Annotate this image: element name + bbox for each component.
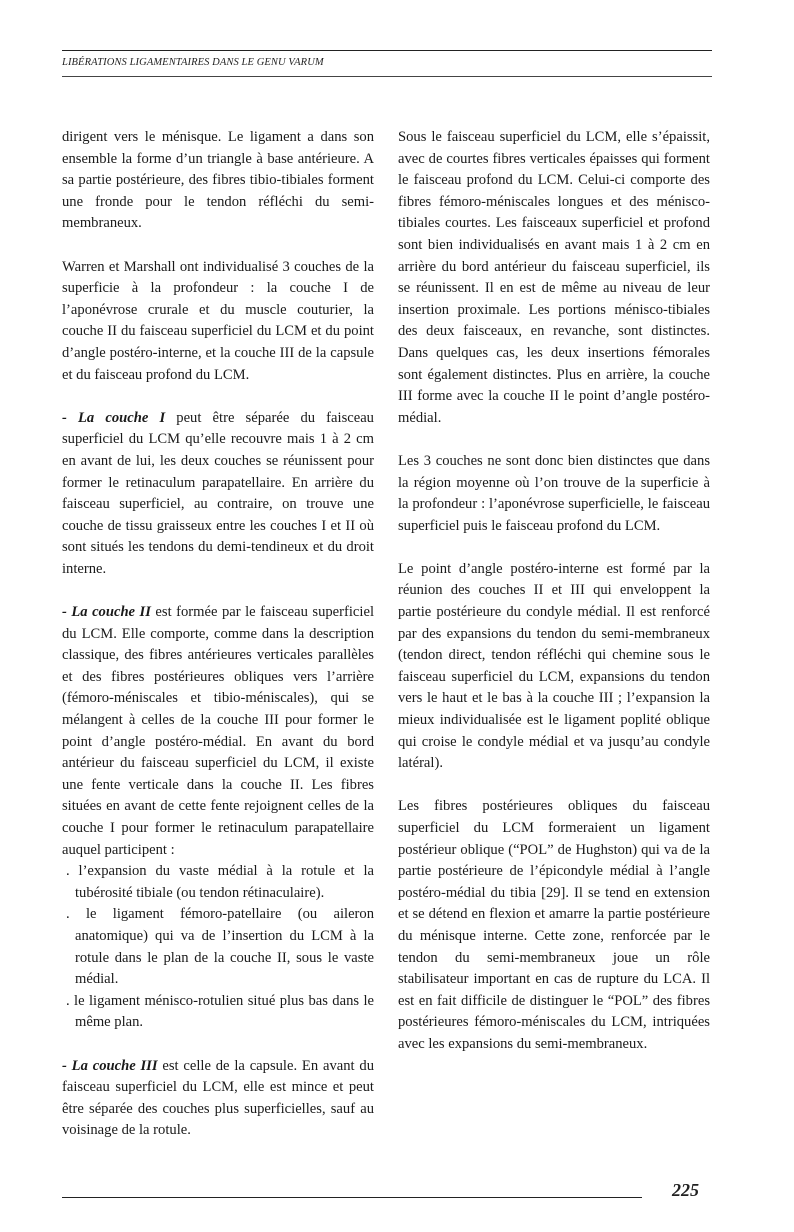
page-number: 225 (672, 1180, 699, 1200)
paragraph-couche-2 (62, 602, 374, 861)
retinaculum-list (62, 861, 374, 1034)
paragraph: Les 3 couches ne sont donc bien distinctes que dans la région moyenne où l’on trouve de la superficie à la profondeur : l’aponévrose superficielle, le faisceau superficiel puis le faisceau profond du LCM. (398, 452, 710, 534)
paragraph-lead: - La couche I (62, 409, 166, 426)
running-header-title: LIBÉRATIONS LIGAMENTAIRES DANS LE GENU VARUM (62, 57, 324, 68)
paragraph: Le point d’angle postéro-interne est formé par la réunion des couches II et III qui enveloppent la partie postérieure du condyle médial. Il est renforcé par des expansions du tendon du semi-membraneux (tendon direct, tendon réfléchi qui chemine sous le faisceau superficiel du LCM, expansions du tendon vers le haut et le bas à la couche III ; l’expansion la mieux individualisée est le ligament poplité oblique qui croise le condyle médial et va jusqu’au condyle latéral). (398, 560, 710, 772)
paragraph-text: est celle de la capsule. En avant du faisceau superficiel du LCM, elle est mince et peut être séparée des couches plus superficielles, sauf au voisinage de la rotule. (62, 1057, 374, 1139)
paragraph: Warren et Marshall ont individualisé 3 couches de la superficie à la profondeur : la couche I de l’aponévrose crurale et du muscle couturier, la couche II du faisceau superficiel du LCM et du point d’angle postéro-interne, et la couche III de la capsule et du faisceau profond du LCM. (62, 258, 374, 383)
list-item: . le ligament ménisco-rotulien situé plus bas dans le même plan. (66, 992, 374, 1031)
paragraph-text: peut être séparée du faisceau superficiel du LCM qu’elle recouvre mais 1 à 2 cm en avant de lui, les deux couches se réunissent pour former le retinaculum parapatellaire. En arrière du faisceau superficiel, au contraire, on trouve une couche de tissu graisseux entre les couches I et II où sont situés les tendons du demi-tendineux et du droit interne. (62, 409, 374, 577)
list-item: . l’expansion du vaste médial à la rotule et la tubérosité tibiale (ou tendon rétinaculaire). (66, 863, 374, 901)
footer-divider (62, 1197, 642, 1198)
paragraph-text: est formée par le faisceau superficiel du LCM. Elle comporte, comme dans la description classique, des fibres antérieures verticales parallèles et des fibres postérieures obliques vers l’arrière (fémoro-méniscales et tibio-méniscales), qui se mélangent à celles de la couche III pour former le point d’angle postéro-médial. En avant du bord antérieur du faisceau superficiel du LCM, il existe une fente verticale dans la couche II. Les fibres situées en avant de cette fente rejoignent celles de la couche I pour former le retinaculum parapatellaire auquel participent : (62, 604, 375, 858)
paragraph: dirigent vers le ménisque. Le ligament a dans son ensemble la forme d’un triangle à base antérieure. A sa partie postérieure, des fibres tibio-tibiales forment une fronde pour le tendon réfléchi du semi-membraneux. (62, 129, 374, 232)
right-column (398, 127, 710, 1077)
paragraph-couche-1 (62, 408, 374, 581)
paragraph: Sous le faisceau superficiel du LCM, elle s’épaissit, avec de courtes fibres verticales épaisses qui forment le faisceau profond du LCM. Celui-ci comporte des fibres fémoro-méniscales longues et des ménisco-tibiales courtes. Les faisceaux superficiel et profond sont bien individualisés en avant mais 1 à 2 cm en arrière du bord antérieur du faisceau superficiel, ils se réunissent. Il en est de même au niveau de leur insertion proximale. Les portions ménisco-tibiales des deux faisceaux, en revanche, sont distinctes. Dans quelques cas, les deux insertions fémorales sont également distinctes. Plus en arrière, la couche III forme avec la couche II le point d’angle postéro-médial. (398, 129, 710, 426)
running-header (62, 50, 712, 68)
paragraph-lead: - La couche II (62, 604, 151, 621)
header-divider (62, 76, 712, 77)
paragraph-couche-3 (62, 1056, 374, 1142)
left-column (62, 127, 374, 1164)
list-item: . le ligament fémoro-patellaire (ou aileron anatomique) qui va de l’insertion du LCM à la rotule dans le plan de la couche II, sous le vaste médial. (66, 906, 374, 988)
paragraph-lead: - La couche III (62, 1057, 158, 1074)
paragraph: Les fibres postérieures obliques du faisceau superficiel du LCM formeraient un ligament postérieur oblique (“POL” de Hughston) qui va de la partie postérieure de l’épicondyle médial à l’angle postéro-médial du tibia [29]. Il se tend en extension et se détend en flexion et amarre la partie postérieure du ménisque interne. Cette zone, renforcée par le tendon du semi-membraneux joue un rôle stabilisateur important en cas de rupture du LCA. Il est en fait difficile de distinguer le “POL” des fibres postérieures fémoro-méniscales du LCM, intriquées avec les expansions du semi-membraneux. (398, 798, 710, 1052)
